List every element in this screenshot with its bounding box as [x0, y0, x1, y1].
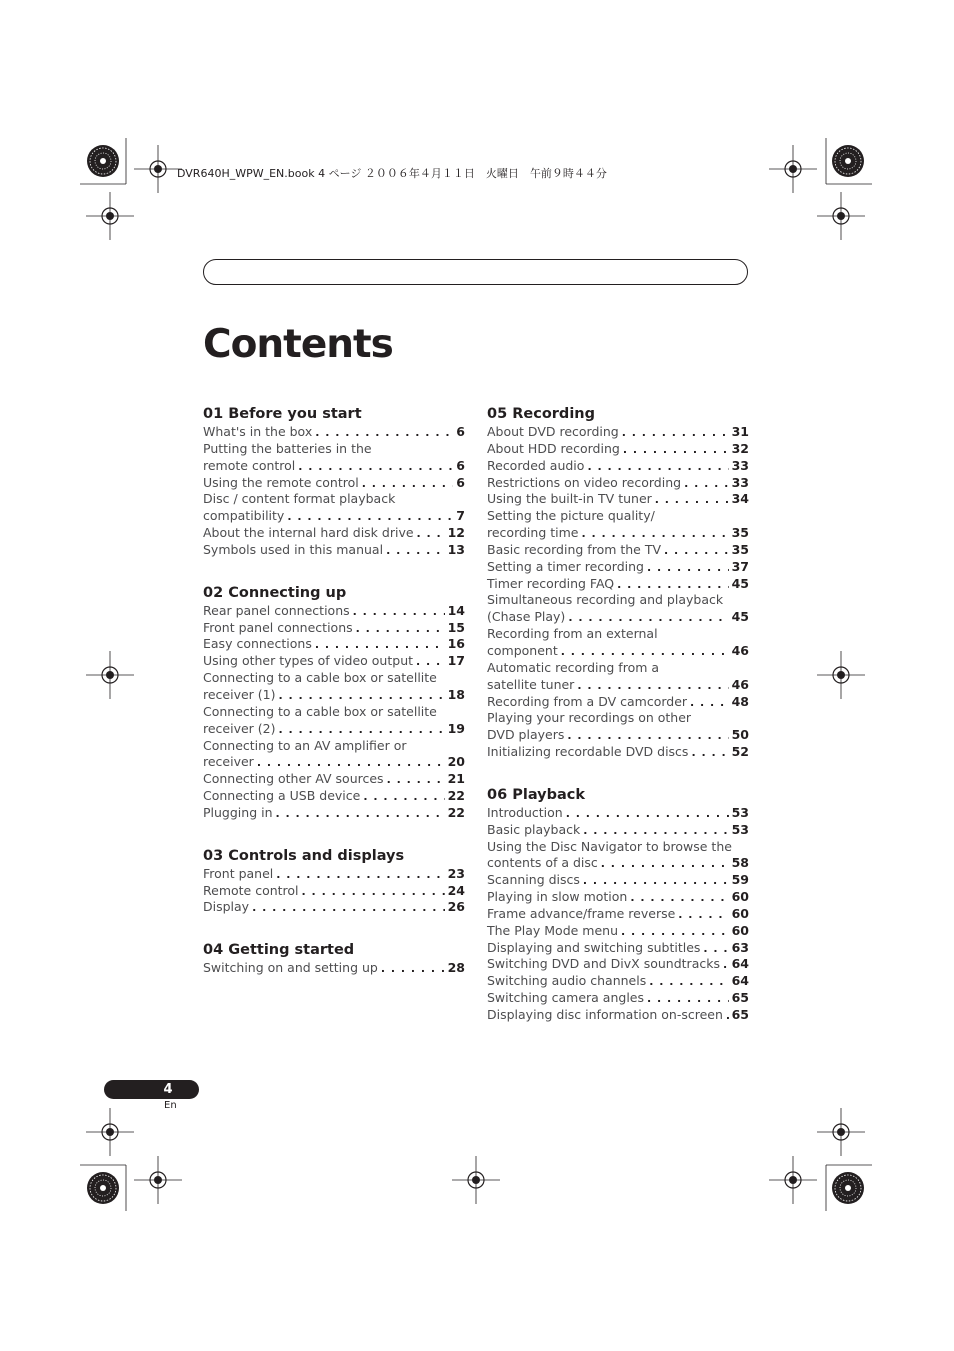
dot-leader	[583, 873, 729, 890]
entry-text: Simultaneous recording and playback	[487, 592, 724, 608]
dot-leader	[279, 688, 445, 705]
entry-page-number: 26	[447, 899, 465, 915]
entry-text: satellite tuner	[487, 676, 575, 692]
entry-text: Using other types of video output	[203, 653, 414, 669]
entry-text: Recorded audio	[487, 457, 585, 473]
section-title: 03 Controls and displays	[203, 847, 405, 864]
entry-text: About DVD recording	[487, 424, 619, 439]
entry-row	[203, 883, 465, 900]
dot-leader	[298, 459, 453, 476]
entry-row	[203, 458, 465, 475]
entry-text: receiver	[203, 754, 254, 770]
entry-page-number: 65	[731, 990, 749, 1006]
entry-row	[203, 636, 465, 653]
entry-text: About HDD recording	[487, 440, 620, 456]
dot-leader	[581, 526, 728, 543]
dot-leader	[356, 621, 445, 638]
entry-text: Using the remote control	[203, 474, 359, 490]
dot-leader	[723, 957, 729, 974]
toc-section	[203, 404, 465, 559]
entry-page-number: 12	[447, 525, 465, 541]
entry-page-number: 64	[731, 956, 749, 972]
entry-page-number: 35	[731, 525, 749, 541]
entry-row	[487, 491, 749, 508]
toc-entry[interactable]	[203, 805, 465, 822]
entry-page-number: 64	[731, 973, 749, 989]
entry-page-number: 45	[731, 609, 749, 625]
entry-page-number: 53	[731, 821, 749, 837]
entry-page-number: 32	[731, 440, 749, 456]
toc-entry[interactable]	[203, 542, 465, 559]
entry-text: Displaying and switching subtitles	[487, 939, 701, 955]
entry-page-number: 45	[731, 575, 749, 591]
toc-entry[interactable]	[203, 788, 465, 805]
entry-page-number: 18	[447, 686, 465, 702]
entry-page-number: 46	[731, 642, 749, 658]
print-header: DVR640H_WPW_EN.book 4 ページ ２００６年４月１１日 火曜日 午前９時４４分	[177, 167, 607, 180]
entry-text: Display	[203, 899, 250, 915]
entry-text: Recording from an external	[487, 626, 658, 642]
dot-leader	[279, 722, 445, 739]
toc-entry[interactable]	[203, 441, 465, 475]
entry-text: Timer recording FAQ	[487, 575, 615, 591]
toc-section	[487, 404, 749, 761]
dot-leader	[315, 425, 453, 442]
entry-row	[203, 687, 465, 704]
dot-leader	[363, 789, 444, 806]
toc-entry[interactable]	[487, 660, 749, 694]
dot-leader	[621, 924, 729, 941]
dot-leader	[587, 459, 728, 476]
entry-text: Basic playback	[487, 821, 581, 837]
entry-row	[487, 923, 749, 940]
entry-page-number: 14	[447, 602, 465, 618]
dot-leader	[252, 900, 445, 917]
entry-text: Automatic recording from a	[487, 659, 660, 675]
entry-text: Scanning discs	[487, 872, 580, 888]
entry-text: Initializing recordable DVD discs	[487, 744, 689, 760]
entry-text: About the internal hard disk drive	[203, 525, 414, 541]
toc-entry[interactable]	[487, 441, 749, 458]
registration-mark-icon	[86, 192, 134, 240]
entry-text: Front panel	[203, 865, 274, 881]
dot-leader	[257, 755, 445, 772]
entry-row	[487, 727, 749, 744]
toc-entry[interactable]	[203, 424, 465, 441]
entry-text: Disc / content format playback	[203, 491, 396, 507]
entry-row	[203, 721, 465, 738]
entry-page-number: 35	[731, 541, 749, 557]
dot-leader	[276, 867, 444, 884]
registration-mark-icon	[817, 192, 865, 240]
color-bar-icon	[87, 1172, 119, 1204]
entry-row	[487, 1007, 749, 1024]
toc-entry[interactable]	[487, 872, 749, 889]
entry-row	[203, 754, 465, 771]
dot-leader	[684, 476, 729, 493]
registration-mark-icon	[817, 651, 865, 699]
entry-page-number: 15	[447, 619, 465, 635]
section-title: 01 Before you start	[203, 406, 362, 422]
entry-page-number: 33	[731, 474, 749, 490]
toc-entry[interactable]	[487, 906, 749, 923]
registration-mark-icon	[86, 1108, 134, 1156]
entry-text: What's in the box	[203, 424, 313, 439]
dot-leader	[315, 637, 445, 654]
entry-row	[487, 609, 749, 626]
toc-entry[interactable]	[487, 491, 749, 508]
entry-row	[203, 788, 465, 805]
entry-row	[487, 525, 749, 542]
toc-entry[interactable]	[487, 889, 749, 906]
entry-row	[203, 771, 465, 788]
dot-leader	[617, 577, 728, 594]
entry-row	[203, 620, 465, 637]
entry-row	[487, 906, 749, 923]
entry-text: Connecting to a cable box or satellite	[203, 703, 437, 719]
entry-text: Using the built-in TV tuner	[487, 491, 652, 507]
dot-leader	[601, 856, 729, 873]
dot-leader	[583, 823, 728, 840]
section-title: 04 Getting started	[203, 942, 355, 959]
entry-row	[487, 542, 749, 559]
section-title: 05 Recording	[487, 406, 595, 422]
entry-text: DVD players	[487, 727, 565, 743]
entry-text: Switching on and setting up	[203, 960, 378, 976]
entry-page-number: 63	[731, 939, 749, 955]
entry-row	[487, 424, 749, 441]
entry-page-number: 22	[447, 788, 465, 804]
toc-entry[interactable]	[487, 1007, 749, 1024]
dot-leader	[690, 695, 729, 712]
registration-mark-icon	[769, 1156, 817, 1204]
dot-leader	[567, 728, 728, 745]
dot-leader	[386, 543, 445, 560]
toc-entry[interactable]	[487, 424, 749, 441]
toc-entry[interactable]	[203, 866, 465, 883]
entry-page-number: 20	[447, 754, 465, 770]
entry-row	[487, 441, 749, 458]
toc-section	[203, 846, 465, 917]
dot-leader	[381, 961, 445, 978]
registration-mark-icon	[86, 651, 134, 699]
entry-row	[487, 458, 749, 475]
entry-text: Frame advance/frame reverse	[487, 905, 676, 921]
entry-text: Playing your recordings on other	[487, 710, 692, 726]
dot-leader	[287, 509, 453, 526]
toc-entry[interactable]	[487, 973, 749, 990]
entry-text: receiver (2)	[203, 720, 276, 736]
toc-entry[interactable]	[487, 542, 749, 559]
entry-row	[487, 677, 749, 694]
entry-page-number: 31	[731, 424, 749, 439]
entry-text: Introduction	[487, 804, 563, 820]
dot-leader	[726, 1008, 729, 1025]
color-bar-icon	[832, 145, 864, 177]
registration-mark-icon	[134, 145, 182, 193]
entry-page-number: 34	[731, 491, 749, 507]
dot-leader	[353, 604, 445, 621]
entry-page-number: 46	[731, 676, 749, 692]
entry-text: Displaying disc information on-screen	[487, 1007, 723, 1022]
toc-entry[interactable]	[203, 653, 465, 670]
toc-entry[interactable]	[203, 620, 465, 637]
toc-entry[interactable]	[487, 559, 749, 576]
entry-row	[487, 694, 749, 711]
entry-page-number: 23	[447, 865, 465, 881]
entry-page-number: 21	[447, 771, 465, 787]
entry-row	[203, 603, 465, 620]
dot-leader	[417, 526, 445, 543]
entry-page-number: 13	[447, 541, 465, 557]
entry-text: Easy connections	[203, 636, 312, 652]
entry-page-number: 60	[731, 922, 749, 938]
entry-page-number: 7	[456, 508, 465, 524]
entry-row	[487, 990, 749, 1007]
entry-text: Recording from a DV camcorder	[487, 693, 688, 709]
toc-right-column	[487, 404, 749, 1048]
entry-row	[203, 899, 465, 916]
dot-leader	[630, 890, 728, 907]
entry-row	[203, 805, 465, 822]
toc-entry[interactable]	[203, 738, 465, 772]
entry-text: Connecting to a cable box or satellite	[203, 670, 437, 686]
toc-entry[interactable]	[487, 923, 749, 940]
toc-entry[interactable]	[487, 694, 749, 711]
toc-entry[interactable]	[203, 960, 465, 977]
entry-text: Switching DVD and DivX soundtracks	[487, 956, 720, 972]
registration-mark-icon	[817, 1108, 865, 1156]
toc-entry[interactable]	[487, 990, 749, 1007]
entry-page-number: 33	[731, 457, 749, 473]
toc-entry[interactable]	[203, 899, 465, 916]
toc-entry[interactable]	[487, 839, 749, 873]
toc-entry[interactable]	[203, 525, 465, 542]
entry-text: Using the Disc Navigator to browse the	[487, 838, 732, 854]
toc-entry[interactable]	[487, 744, 749, 761]
dot-leader	[622, 425, 729, 442]
toc-entry[interactable]	[487, 710, 749, 744]
entry-row	[487, 956, 749, 973]
toc-entry[interactable]	[203, 771, 465, 788]
dot-leader	[566, 806, 729, 823]
entry-text: Connecting to an AV amplifier or	[203, 737, 407, 753]
entry-page-number: 60	[731, 905, 749, 921]
entry-row	[487, 940, 749, 957]
entry-row	[487, 475, 749, 492]
entry-text: The Play Mode menu	[487, 922, 619, 938]
entry-row	[487, 889, 749, 906]
entry-page-number: 58	[731, 855, 749, 871]
entry-page-number: 53	[731, 804, 749, 820]
registration-mark-icon	[452, 1156, 500, 1204]
entry-page-number: 48	[731, 693, 749, 709]
entry-row	[487, 559, 749, 576]
entry-text: Switching audio channels	[487, 973, 647, 989]
toc-entry[interactable]	[487, 592, 749, 626]
toc-entry[interactable]	[487, 626, 749, 660]
toc-entry[interactable]	[203, 636, 465, 653]
toc-entry[interactable]	[203, 491, 465, 525]
dot-leader	[647, 991, 729, 1008]
entry-page-number: 37	[731, 558, 749, 574]
entry-text: Front panel connections	[203, 619, 353, 635]
entry-row	[487, 744, 749, 761]
section-title: 02 Connecting up	[203, 584, 347, 601]
color-bar-icon	[832, 1172, 864, 1204]
toc-entry[interactable]	[487, 508, 749, 542]
entry-page-number: 59	[731, 872, 749, 888]
entry-row	[487, 872, 749, 889]
entry-row	[203, 960, 465, 977]
entry-text: Setting the picture quality/	[487, 508, 655, 524]
dot-leader	[691, 745, 728, 762]
dot-leader	[649, 974, 728, 991]
entry-text: Putting the batteries in the	[203, 440, 372, 456]
entry-text: Symbols used in this manual	[203, 541, 384, 557]
entry-text: Connecting a USB device	[203, 788, 361, 804]
dot-leader	[561, 644, 729, 661]
entry-text: Switching camera angles	[487, 990, 644, 1006]
entry-text: Basic recording from the TV	[487, 541, 662, 557]
page-title: Contents	[203, 322, 393, 367]
page-number: 4	[163, 1082, 173, 1097]
entry-text: Playing in slow motion	[487, 889, 628, 905]
entry-text: Remote control	[203, 882, 299, 898]
entry-page-number: 22	[447, 804, 465, 820]
entry-page-number: 24	[447, 882, 465, 898]
dot-leader	[623, 442, 729, 459]
entry-row	[487, 576, 749, 593]
dot-leader	[568, 610, 728, 627]
entry-row	[487, 822, 749, 839]
dot-leader	[302, 884, 445, 901]
color-bar-icon	[87, 145, 119, 177]
entry-page-number: 50	[731, 727, 749, 743]
toc-entry[interactable]	[487, 475, 749, 492]
entry-text: Plugging in	[203, 804, 273, 820]
entry-text: Restrictions on video recording	[487, 474, 682, 490]
entry-row	[487, 805, 749, 822]
entry-page-number: 6	[456, 424, 465, 439]
entry-row	[203, 508, 465, 525]
entry-text: Rear panel connections	[203, 602, 350, 618]
entry-text: Setting a timer recording	[487, 558, 644, 574]
toc-entry[interactable]	[203, 670, 465, 704]
toc-entry[interactable]	[487, 805, 749, 822]
entry-page-number: 65	[731, 1007, 749, 1022]
entry-page-number: 17	[447, 653, 465, 669]
toc-entry[interactable]	[487, 458, 749, 475]
toc-entry[interactable]	[203, 883, 465, 900]
entry-row	[203, 525, 465, 542]
entry-text: Connecting other AV sources	[203, 771, 384, 787]
dot-leader	[387, 772, 445, 789]
entry-row	[203, 542, 465, 559]
entry-page-number: 19	[447, 720, 465, 736]
entry-row	[487, 643, 749, 660]
entry-row	[203, 866, 465, 883]
dot-leader	[655, 492, 729, 509]
dot-leader	[362, 476, 454, 493]
toc-entry[interactable]	[203, 475, 465, 492]
page-language: En	[164, 1100, 177, 1111]
dot-leader	[416, 654, 445, 671]
entry-text: recording time	[487, 525, 579, 541]
entry-text: compatibility	[203, 508, 285, 524]
entry-row	[487, 855, 749, 872]
toc-entry[interactable]	[487, 822, 749, 839]
toc-section	[203, 583, 465, 822]
dot-leader	[664, 543, 729, 560]
entry-page-number: 16	[447, 636, 465, 652]
registration-mark-icon	[134, 1156, 182, 1204]
entry-text: component	[487, 642, 558, 658]
toc-section	[203, 940, 465, 977]
entry-page-number: 28	[447, 960, 465, 976]
header-frame	[203, 259, 748, 285]
entry-page-number: 60	[731, 889, 749, 905]
entry-row	[203, 424, 465, 441]
entry-page-number: 6	[456, 474, 465, 490]
toc-entry[interactable]	[487, 940, 749, 957]
entry-page-number: 6	[456, 457, 465, 473]
toc-entry[interactable]	[487, 576, 749, 593]
entry-text: receiver (1)	[203, 686, 276, 702]
dot-leader	[678, 907, 728, 924]
section-title: 06 Playback	[487, 786, 586, 803]
entry-text: remote control	[203, 457, 296, 473]
entry-row	[487, 973, 749, 990]
toc-entry[interactable]	[487, 956, 749, 973]
entry-row	[203, 475, 465, 492]
dot-leader	[276, 806, 445, 823]
toc-section	[487, 785, 749, 1024]
registration-mark-icon	[769, 145, 817, 193]
entry-page-number: 52	[731, 744, 749, 760]
dot-leader	[703, 941, 728, 958]
dot-leader	[647, 560, 729, 577]
entry-row	[203, 653, 465, 670]
toc-entry[interactable]	[203, 603, 465, 620]
entry-text: contents of a disc	[487, 855, 598, 871]
entry-text: (Chase Play)	[487, 609, 566, 625]
dot-leader	[577, 678, 728, 695]
toc-entry[interactable]	[203, 704, 465, 738]
toc-left-column	[203, 404, 465, 1001]
